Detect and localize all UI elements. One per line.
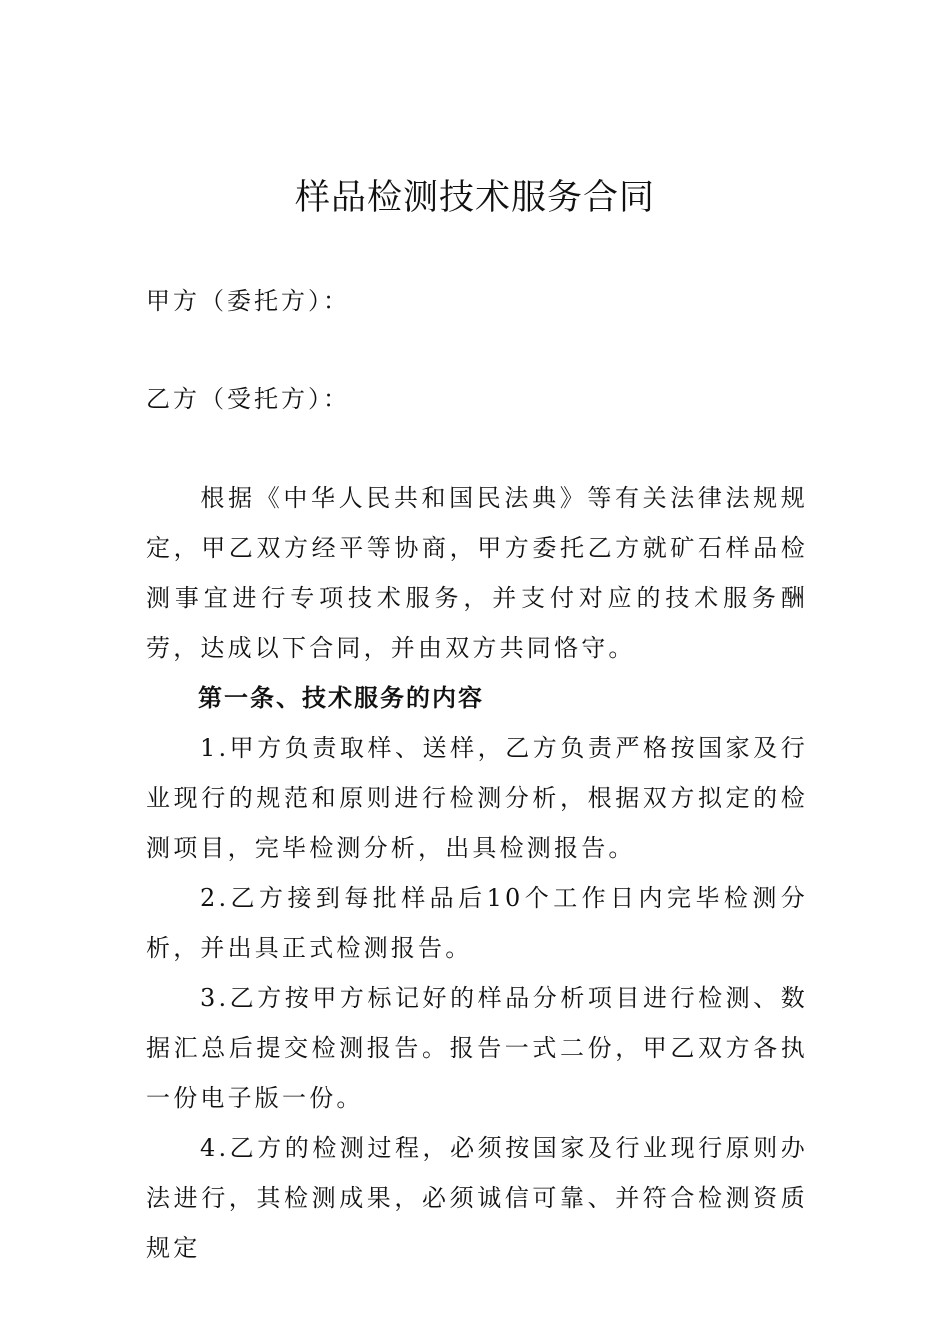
clause-paragraph xyxy=(146,1123,808,1273)
clause-paragraph xyxy=(146,873,808,973)
clause-3-text: 3.乙方按甲方标记好的样品分析项目进行检测、数据汇总后提交检测报告。报告一式二份，甲乙双方各执一份电子版一份。 xyxy=(146,984,808,1112)
clause-paragraph xyxy=(146,973,808,1123)
party-b-line: 乙方（受托方）： xyxy=(146,385,350,413)
preamble-text: 根据《中华人民共和国民法典》等有关法律法规规定，甲乙双方经平等协商，甲方委托乙方就矿石样品检测事宜进行专项技术服务，并支付对应的技术服务酬劳，达成以下合同，并由双方共同恪守。 xyxy=(146,484,808,662)
clause-1-text: 1.甲方负责取样、送样，乙方负责严格按国家及行业现行的规范和原则进行检测分析，根据双方拟定的检测项目，完毕检测分析，出具检测报告。 xyxy=(146,734,808,862)
preamble-paragraph xyxy=(146,473,808,673)
clause-4-text: 4.乙方的检测过程，必须按国家及行业现行原则办法进行，其检测成果，必须诚信可靠、并符合检测资质规定 xyxy=(146,1134,808,1262)
clause-2-text: 2.乙方接到每批样品后10个工作日内完毕检测分析，并出具正式检测报告。 xyxy=(146,884,808,962)
section-heading: 第一条、技术服务的内容 xyxy=(198,683,484,712)
party-a-line: 甲方（委托方）： xyxy=(146,287,350,315)
clause-paragraph xyxy=(146,723,808,873)
document-title: 样品检测技术服务合同 xyxy=(294,178,655,218)
